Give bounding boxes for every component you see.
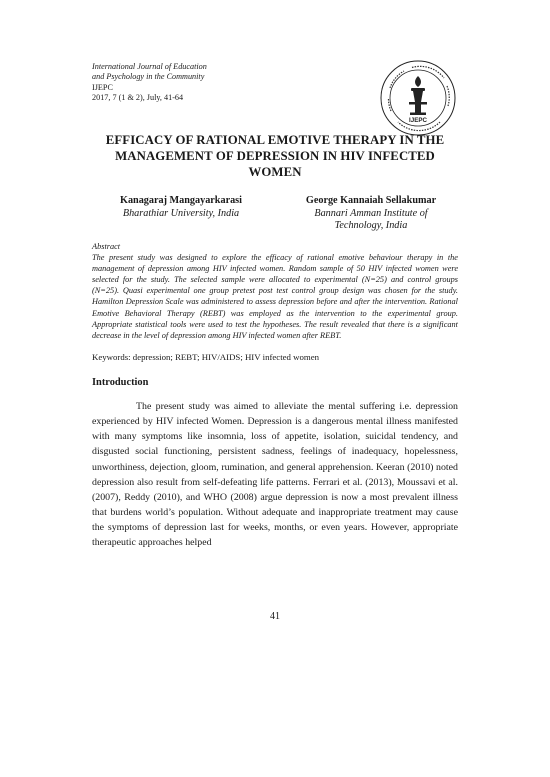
journal-issue: 2017, 7 (1 & 2), July, 41-64 (92, 93, 184, 103)
paper-title-line-2: MANAGEMENT OF DEPRESSION IN HIV INFECTED (115, 148, 435, 163)
journal-header (92, 62, 207, 104)
journal-seal-logo (378, 58, 458, 138)
author-affiliation: Bharathiar University, India (122, 207, 240, 219)
journal-name-line-1: International Journal of Education (92, 62, 207, 71)
abstract-heading: Abstract (92, 242, 121, 251)
journal-abbreviation: IJEPC (92, 82, 113, 92)
keywords: Keywords: depression; REBT; HIV/AIDS; HIV infected women (92, 352, 320, 362)
section-heading-introduction: Introduction (92, 377, 149, 388)
journal-name-line-2: and Psychology in the Community (92, 72, 205, 82)
author-name: George Kannaiah Sellakumar (305, 195, 437, 206)
paper-title (92, 133, 458, 180)
introduction-paragraph: The present study was aimed to alleviate the mental suffering i.e. depression experienced by HIV infected Women. Depression is a dangerous mental illness manifested with many symptoms like insomnia, loss of appetite, isolation, suicidal tendency, and disgusted social functioning, persistent sadness, feelings of inadequacy, hopelessness, unworthiness, dejection, gloom, rumination, and general apprehension. Keeran (2010) noted depression also result from self-defeating life patterns. Ferrari et al. (2013), Moussavi et al. (2007), Reddy (2010), and WHO (2008) argue depression is now a most prevalent illness that burdens world’s population. Without adequate and inappropriate treatment may cause the symptoms of depression last for weeks, months, or even years. However, appropriate therapeutic approaches helped (92, 401, 458, 549)
author-block-1 (96, 195, 266, 220)
paper-title-line-1: EFFICACY OF RATIONAL EMOTIVE THERAPY IN THE (105, 133, 445, 147)
abstract (92, 241, 458, 341)
page-number: 41 (270, 611, 280, 622)
author-affiliation-line-2: Technology, India (334, 220, 408, 232)
author-affiliation-line-1: Bannari Amman Institute of (314, 207, 428, 219)
author-block-2 (278, 195, 464, 233)
author-name: Kanagaraj Mangayarkarasi (120, 195, 242, 206)
paper-title-line-3: WOMEN (248, 164, 302, 179)
abstract-text: The present study was designed to explore the efficacy of rational emotive behaviour therapy in the management of depression among HIV infected women. Random sample of 50 HIV infected women were selected for the study. The selected sample were allocated to experimental (N=25) and control groups (N=25). Quasi experimental one group pretest post test control group design was chosen for the study. Hamilton Depression Scale was administered to assess depression before and after the intervention. Rational Emotive Behavioral Therapy (REBT) was employed as the intervention to the experimental group. Appropriate statistical tools were used to test the hypotheses. The result revealed that there is a significant decrease in the level of depression among HIV infected women after REBT. (92, 253, 458, 340)
seal-letters: IJEPC (409, 117, 427, 124)
